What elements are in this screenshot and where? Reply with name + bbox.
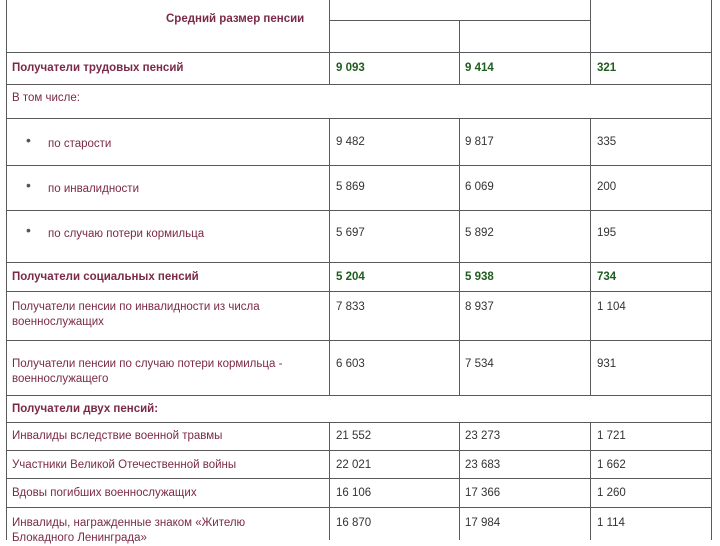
row-value: 9 414	[465, 62, 494, 74]
row-value: 22 021	[336, 459, 372, 471]
row-value: 16 870	[336, 517, 372, 529]
row-label-line2: Блокадного Ленинграда»	[12, 532, 147, 544]
row-value: 9 817	[465, 136, 494, 148]
row-value: 9 482	[336, 136, 365, 148]
row-label: В том числе:	[12, 92, 80, 104]
row-value: 200	[597, 181, 617, 193]
bullet-icon: •	[26, 222, 31, 238]
row-value: 7 534	[465, 358, 494, 370]
row-value: 23 273	[465, 430, 501, 442]
row-label-line2: военнослужащих	[12, 316, 104, 328]
row-value: 8 937	[465, 301, 494, 313]
row-label: Инвалиды вследствие военной травмы	[12, 430, 223, 442]
row-value: 5 869	[336, 181, 365, 193]
row-value: 1 114	[597, 517, 625, 529]
row-value: 321	[597, 62, 617, 74]
row-value: 6 603	[336, 358, 365, 370]
row-label: по инвалидности	[48, 183, 140, 195]
row-value: 1 721	[597, 430, 626, 442]
row-value: 5 938	[465, 271, 494, 283]
row-label-line2: военнослужащего	[12, 373, 109, 385]
row-value: 5 204	[336, 271, 365, 283]
row-label: Вдовы погибших военнослужащих	[12, 487, 197, 499]
row-value: 16 106	[336, 487, 372, 499]
row-value: 23 683	[465, 459, 501, 471]
row-value: 21 552	[336, 430, 372, 442]
row-value: 931	[597, 358, 617, 370]
bullet-icon: •	[26, 132, 31, 148]
row-label: Участники Великой Отечественной войны	[12, 459, 237, 471]
row-label-line1: Получатели пенсии по инвалидности из числа	[12, 301, 260, 313]
table-header-title: Средний размер пенсии	[166, 13, 305, 25]
row-value: 5 892	[465, 227, 494, 239]
row-value: 17 984	[465, 517, 501, 529]
row-value: 9 093	[336, 62, 365, 74]
row-value: 195	[597, 227, 617, 239]
row-label: по случаю потери кормильца	[48, 228, 205, 240]
row-label: Получатели двух пенсий:	[12, 403, 159, 415]
row-value: 17 366	[465, 487, 501, 499]
row-value: 1 260	[597, 487, 626, 499]
row-label: Получатели социальных пенсий	[12, 271, 199, 283]
row-value: 7 833	[336, 301, 365, 313]
bullet-icon: •	[26, 177, 31, 193]
row-value: 5 697	[336, 227, 365, 239]
row-value: 1 104	[597, 301, 626, 313]
row-label: по старости	[48, 138, 112, 150]
row-value: 734	[597, 271, 617, 283]
row-value: 6 069	[465, 181, 494, 193]
row-value: 335	[597, 136, 617, 148]
row-value: 1 662	[597, 459, 626, 471]
row-label-line1: Получатели пенсии по случаю потери кормильца -	[12, 358, 283, 370]
row-label-line1: Инвалиды, награжденные знаком «Жителю	[12, 517, 246, 529]
row-label: Получатели трудовых пенсий	[12, 62, 184, 74]
